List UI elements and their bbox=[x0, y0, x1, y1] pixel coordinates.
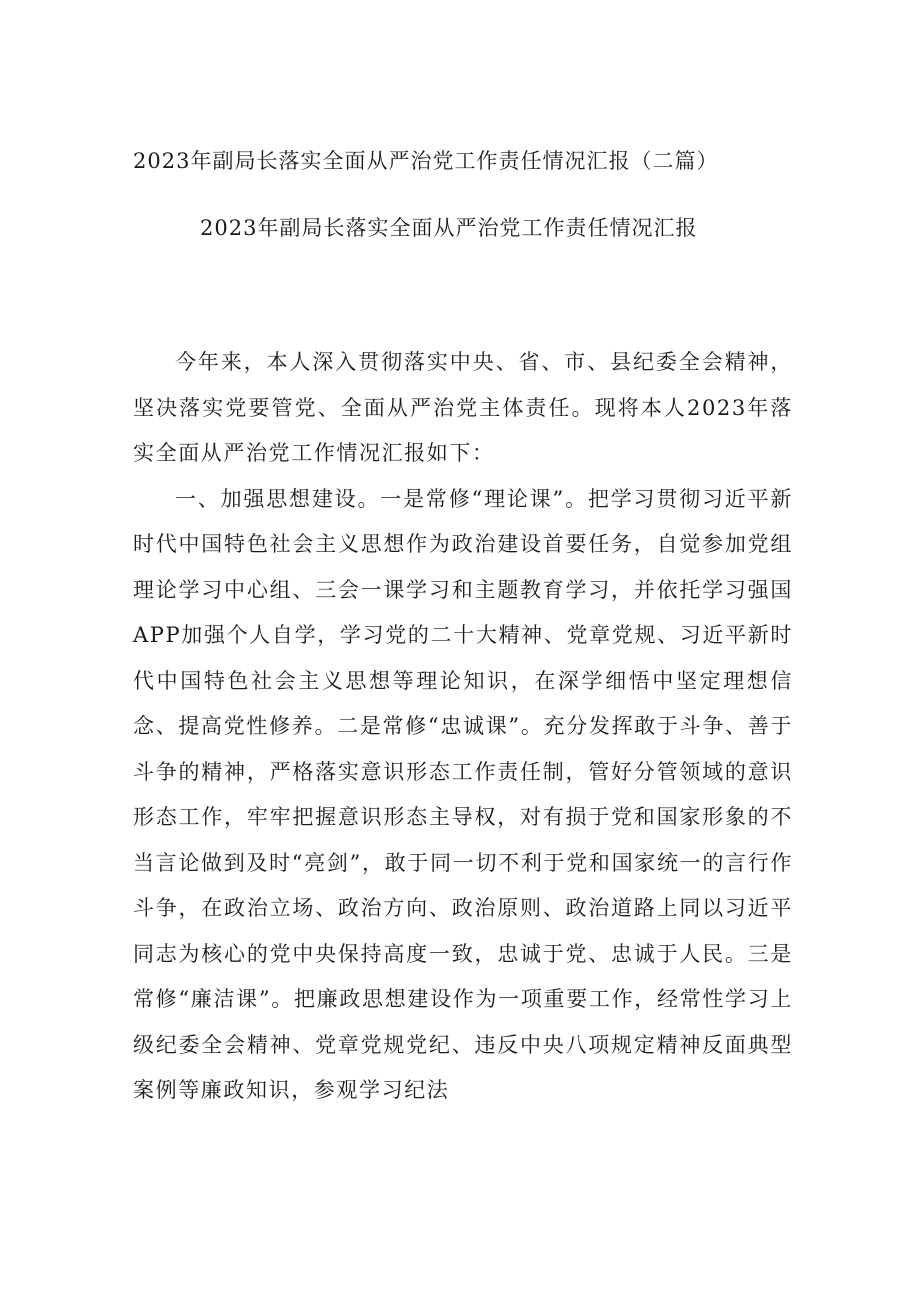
document-body bbox=[133, 340, 793, 1114]
paragraph-intro: 今年来，本人深入贯彻落实中央、省、市、县纪委全会精神，坚决落实党要管党、全面从严治党主体责任。现将本人2023年落实全面从严治党工作情况汇报如下： bbox=[133, 350, 793, 465]
paragraph-section-1: 一、加强思想建设。一是常修“理论课”。把学习贯彻习近平新时代中国特色社会主义思想作为政治建设首要任务，自觉参加党组理论学习中心组、三会一课学习和主题教育学习，并依托学习强国APP加强个人自学，学习党的二十大精神、党章党规、习近平新时代中国特色社会主义思想等理论知识，在深学细悟中坚定理想信念、提高党性修养。二是常修“忠诚课”。充分发挥敢于斗争、善于斗争的精神，严格落实意识形态工作责任制，管好分管领域的意识形态工作，牢牢把握意识形态主导权，对有损于党和国家形象的不当言论做到及时“亮剑”，敢于同一切不利于党和国家统一的言行作斗争，在政治立场、政治方向、政治原则、政治道路上同以习近平同志为核心的党中央保持高度一致，忠诚于党、忠诚于人民。三是常修“廉洁课”。把廉政思想建设作为一项重要工作，经常性学习上级纪委全会精神、党章党规党纪、违反中央八项规定精神反面典型案例等廉政知识，参观学习纪法 bbox=[133, 486, 793, 1102]
document-title: 2023年副局长落实全面从严治党工作责任情况汇报（二篇） bbox=[133, 149, 719, 173]
document-subtitle: 2023年副局长落实全面从严治党工作责任情况汇报 bbox=[200, 216, 698, 240]
